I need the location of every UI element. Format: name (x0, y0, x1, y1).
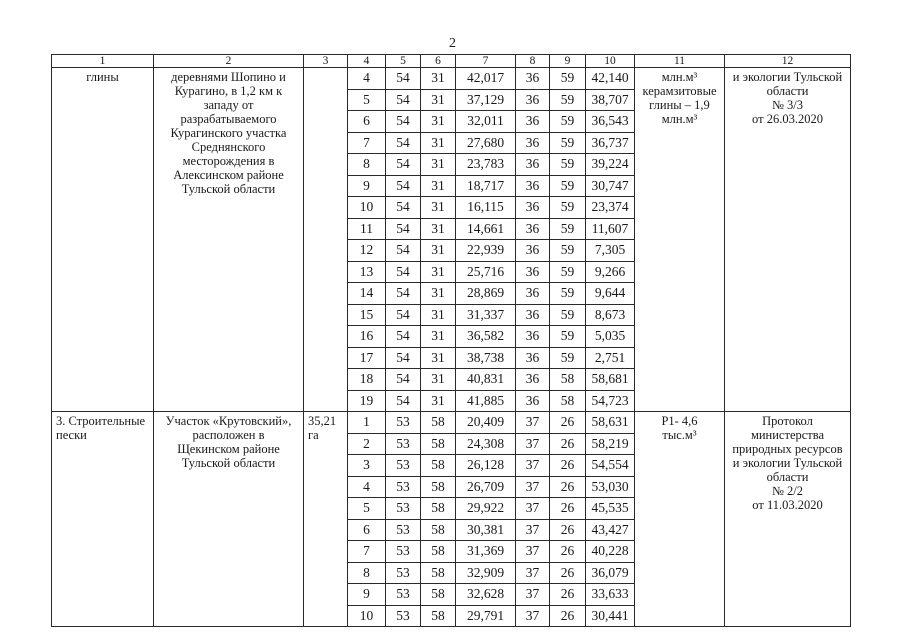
coordinate-cell: 31 (421, 132, 456, 154)
coordinate-cell: 8 (348, 562, 386, 584)
site-description-cell (154, 412, 304, 627)
coordinate-cell: 3 (348, 455, 386, 477)
coordinate-cell: 58 (421, 519, 456, 541)
coordinate-cell: 26 (550, 412, 586, 434)
column-number-header: 2 (154, 55, 304, 68)
column-number-header: 4 (348, 55, 386, 68)
coordinate-cell: 54 (386, 304, 421, 326)
coordinate-cell: 42,140 (586, 68, 635, 90)
coordinate-cell: 26 (550, 433, 586, 455)
coordinate-cell: 16 (348, 326, 386, 348)
coordinate-cell: 53 (386, 412, 421, 434)
coordinate-cell: 42,017 (456, 68, 516, 90)
coordinate-cell: 54,554 (586, 455, 635, 477)
coordinate-cell: 58 (421, 541, 456, 563)
area-cell (304, 68, 348, 412)
coordinate-cell: 45,535 (586, 498, 635, 520)
coordinate-cell: 13 (348, 261, 386, 283)
coordinate-cell: 53 (386, 541, 421, 563)
coordinate-cell: 54 (386, 369, 421, 391)
coordinate-cell: 24,308 (456, 433, 516, 455)
coordinate-cell: 37,129 (456, 89, 516, 111)
coordinate-cell: 58 (421, 584, 456, 606)
mineral-type-text: глины (86, 70, 119, 84)
coordinate-cell: 22,939 (456, 240, 516, 262)
coordinate-cell: 59 (550, 197, 586, 219)
coordinate-cell: 58 (421, 412, 456, 434)
coordinate-cell: 59 (550, 304, 586, 326)
coordinate-cell: 31,369 (456, 541, 516, 563)
coordinate-cell: 23,783 (456, 154, 516, 176)
column-number-header: 7 (456, 55, 516, 68)
page-number: 2 (449, 36, 456, 51)
coordinate-cell: 54,723 (586, 390, 635, 412)
coordinate-cell: 32,628 (456, 584, 516, 606)
coordinate-cell: 36 (516, 369, 550, 391)
coordinate-cell: 12 (348, 240, 386, 262)
coordinate-cell: 26 (550, 605, 586, 627)
coordinate-cell: 36 (516, 175, 550, 197)
coordinate-cell: 31 (421, 369, 456, 391)
coordinate-cell: 27,680 (456, 132, 516, 154)
coordinate-cell: 53 (386, 498, 421, 520)
coordinate-cell: 31 (421, 197, 456, 219)
coordinate-cell: 11 (348, 218, 386, 240)
coordinate-cell: 37 (516, 584, 550, 606)
coordinate-cell: 5 (348, 89, 386, 111)
coordinate-row (52, 68, 851, 90)
resources-text: P1- 4,6 тыс.м³ (661, 414, 698, 442)
coordinate-cell: 9 (348, 175, 386, 197)
coordinate-cell: 59 (550, 111, 586, 133)
coordinate-cell: 17 (348, 347, 386, 369)
coordinate-cell: 30,381 (456, 519, 516, 541)
coordinate-cell: 54 (386, 132, 421, 154)
mineral-type-cell (52, 68, 154, 412)
coordinate-cell: 30,747 (586, 175, 635, 197)
column-number-header: 12 (725, 55, 851, 68)
coordinate-cell: 39,224 (586, 154, 635, 176)
coordinate-cell: 31 (421, 218, 456, 240)
coordinate-cell: 58,219 (586, 433, 635, 455)
coordinate-cell: 29,922 (456, 498, 516, 520)
protocol-text: Протокол министерства природных ресурсов и экологии Тульской области № 2/2 от 11.03.2020 (732, 414, 843, 512)
coordinate-cell: 7,305 (586, 240, 635, 262)
coordinate-cell: 30,441 (586, 605, 635, 627)
coordinate-cell: 26,128 (456, 455, 516, 477)
coordinate-cell: 9,266 (586, 261, 635, 283)
coordinate-cell: 26 (550, 476, 586, 498)
coordinate-cell: 59 (550, 261, 586, 283)
coordinate-cell: 36 (516, 240, 550, 262)
coordinate-cell: 58 (421, 433, 456, 455)
coordinate-cell: 26 (550, 498, 586, 520)
coordinate-cell: 7 (348, 132, 386, 154)
coordinate-cell: 59 (550, 68, 586, 90)
coordinate-cell: 10 (348, 605, 386, 627)
coordinate-cell: 38,738 (456, 347, 516, 369)
deposit-coordinates-table (51, 54, 851, 627)
coordinate-cell: 36 (516, 68, 550, 90)
resources-cell (635, 412, 725, 627)
mineral-type-cell (52, 412, 154, 627)
coordinate-cell: 2 (348, 433, 386, 455)
coordinate-cell: 54 (386, 390, 421, 412)
coordinate-cell: 18,717 (456, 175, 516, 197)
coordinate-cell: 31 (421, 347, 456, 369)
coordinate-cell: 36,582 (456, 326, 516, 348)
coordinate-cell: 36,079 (586, 562, 635, 584)
column-number-header: 6 (421, 55, 456, 68)
coordinate-cell: 29,791 (456, 605, 516, 627)
column-number-header: 1 (52, 55, 154, 68)
column-number-header: 9 (550, 55, 586, 68)
coordinate-cell: 59 (550, 347, 586, 369)
coordinate-cell: 36 (516, 304, 550, 326)
coordinate-cell: 6 (348, 519, 386, 541)
coordinate-cell: 37 (516, 541, 550, 563)
coordinate-cell: 59 (550, 89, 586, 111)
coordinate-cell: 41,885 (456, 390, 516, 412)
coordinate-cell: 1 (348, 412, 386, 434)
coordinate-cell: 53 (386, 562, 421, 584)
resources-cell (635, 68, 725, 412)
coordinate-cell: 31 (421, 240, 456, 262)
coordinate-cell: 54 (386, 89, 421, 111)
coordinate-cell: 53,030 (586, 476, 635, 498)
coordinate-cell: 4 (348, 68, 386, 90)
coordinate-cell: 43,427 (586, 519, 635, 541)
coordinate-cell: 8,673 (586, 304, 635, 326)
coordinate-cell: 40,228 (586, 541, 635, 563)
coordinate-cell: 54 (386, 197, 421, 219)
coordinate-cell: 36 (516, 89, 550, 111)
coordinate-cell: 31 (421, 89, 456, 111)
coordinate-cell: 54 (386, 240, 421, 262)
coordinate-cell: 31 (421, 111, 456, 133)
column-number-header: 5 (386, 55, 421, 68)
coordinate-cell: 26 (550, 562, 586, 584)
coordinate-cell: 16,115 (456, 197, 516, 219)
protocol-text: и экологии Тульской области № 3/3 от 26.03.2020 (732, 70, 843, 126)
coordinate-cell: 33,633 (586, 584, 635, 606)
coordinate-cell: 59 (550, 132, 586, 154)
area-text: 35,21 га (308, 414, 337, 442)
area-cell (304, 412, 348, 627)
coordinate-cell: 37 (516, 433, 550, 455)
coordinate-cell: 59 (550, 218, 586, 240)
coordinate-cell: 31 (421, 390, 456, 412)
column-number-header: 8 (516, 55, 550, 68)
coordinate-cell: 26 (550, 584, 586, 606)
coordinate-cell: 14 (348, 283, 386, 305)
coordinate-cell: 26 (550, 455, 586, 477)
coordinate-cell: 5,035 (586, 326, 635, 348)
protocol-cell (725, 412, 851, 627)
coordinate-cell: 2,751 (586, 347, 635, 369)
coordinate-cell: 59 (550, 326, 586, 348)
coordinate-cell: 54 (386, 154, 421, 176)
coordinate-cell: 31 (421, 304, 456, 326)
coordinate-cell: 58,681 (586, 369, 635, 391)
coordinate-cell: 31 (421, 154, 456, 176)
coordinate-cell: 14,661 (456, 218, 516, 240)
coordinate-cell: 4 (348, 476, 386, 498)
site-description-text: деревнями Шопино и Курагино, в 1,2 км к западу от разрабатываемого Курагинского участка Среднянского месторождения в Алексинском районе Тульской области (170, 70, 287, 196)
coordinate-cell: 15 (348, 304, 386, 326)
site-description-cell (154, 68, 304, 412)
coordinate-cell: 7 (348, 541, 386, 563)
coordinate-cell: 19 (348, 390, 386, 412)
coordinate-cell: 36 (516, 132, 550, 154)
coordinate-cell: 10 (348, 197, 386, 219)
column-number-header: 3 (304, 55, 348, 68)
coordinate-cell: 9 (348, 584, 386, 606)
coordinate-cell: 53 (386, 605, 421, 627)
coordinate-cell: 26 (550, 519, 586, 541)
protocol-cell (725, 68, 851, 412)
coordinate-cell: 36,543 (586, 111, 635, 133)
coordinate-cell: 58 (550, 369, 586, 391)
coordinate-cell: 31,337 (456, 304, 516, 326)
coordinate-cell: 37 (516, 562, 550, 584)
coordinate-cell: 5 (348, 498, 386, 520)
coordinate-cell: 37 (516, 476, 550, 498)
coordinate-cell: 38,707 (586, 89, 635, 111)
coordinate-cell: 36 (516, 261, 550, 283)
coordinate-cell: 28,869 (456, 283, 516, 305)
coordinate-cell: 36 (516, 283, 550, 305)
column-number-header: 11 (635, 55, 725, 68)
coordinate-cell: 37 (516, 605, 550, 627)
coordinate-cell: 36 (516, 347, 550, 369)
coordinate-cell: 59 (550, 154, 586, 176)
coordinate-cell: 54 (386, 347, 421, 369)
coordinate-cell: 58 (421, 562, 456, 584)
coordinate-cell: 32,011 (456, 111, 516, 133)
coordinate-cell: 25,716 (456, 261, 516, 283)
site-description-text: Участок «Крутовский», расположен в Щекинском районе Тульской области (165, 414, 292, 470)
column-number-header: 10 (586, 55, 635, 68)
coordinate-cell: 54 (386, 111, 421, 133)
header-row (52, 55, 851, 68)
coordinate-cell: 36 (516, 197, 550, 219)
coordinate-cell: 54 (386, 68, 421, 90)
coordinate-cell: 31 (421, 326, 456, 348)
coordinate-cell: 59 (550, 175, 586, 197)
coordinate-cell: 26 (550, 541, 586, 563)
coordinate-cell: 37 (516, 519, 550, 541)
coordinate-cell: 36 (516, 154, 550, 176)
coordinate-cell: 59 (550, 240, 586, 262)
coordinate-cell: 8 (348, 154, 386, 176)
coordinate-cell: 36 (516, 111, 550, 133)
coordinate-cell: 37 (516, 455, 550, 477)
coordinate-cell: 23,374 (586, 197, 635, 219)
coordinate-cell: 58 (550, 390, 586, 412)
coordinate-cell: 53 (386, 455, 421, 477)
coordinate-cell: 37 (516, 498, 550, 520)
coordinate-row (52, 412, 851, 434)
coordinate-cell: 58 (421, 455, 456, 477)
coordinate-cell: 54 (386, 326, 421, 348)
coordinate-cell: 54 (386, 261, 421, 283)
coordinate-cell: 32,909 (456, 562, 516, 584)
coordinate-cell: 58 (421, 476, 456, 498)
coordinate-cell: 36 (516, 390, 550, 412)
coordinate-cell: 31 (421, 68, 456, 90)
coordinate-cell: 58,631 (586, 412, 635, 434)
coordinate-cell: 18 (348, 369, 386, 391)
coordinate-cell: 36,737 (586, 132, 635, 154)
coordinate-cell: 31 (421, 283, 456, 305)
coordinate-cell: 54 (386, 218, 421, 240)
coordinate-cell: 53 (386, 584, 421, 606)
coordinate-cell: 54 (386, 283, 421, 305)
coordinate-cell: 53 (386, 519, 421, 541)
coordinate-cell: 58 (421, 605, 456, 627)
coordinate-cell: 53 (386, 433, 421, 455)
coordinate-cell: 54 (386, 175, 421, 197)
coordinate-cell: 53 (386, 476, 421, 498)
coordinate-cell: 59 (550, 283, 586, 305)
coordinate-cell: 36 (516, 326, 550, 348)
mineral-type-text: 3. Строительные пески (56, 414, 146, 442)
coordinate-cell: 37 (516, 412, 550, 434)
resources-text: млн.м³ керамзитовые глины – 1,9 млн.м³ (642, 70, 717, 126)
coordinate-cell: 9,644 (586, 283, 635, 305)
coordinate-cell: 26,709 (456, 476, 516, 498)
coordinate-cell: 11,607 (586, 218, 635, 240)
coordinate-cell: 36 (516, 218, 550, 240)
coordinate-cell: 20,409 (456, 412, 516, 434)
coordinate-cell: 6 (348, 111, 386, 133)
coordinate-cell: 31 (421, 261, 456, 283)
coordinate-cell: 58 (421, 498, 456, 520)
coordinate-cell: 31 (421, 175, 456, 197)
coordinate-cell: 40,831 (456, 369, 516, 391)
